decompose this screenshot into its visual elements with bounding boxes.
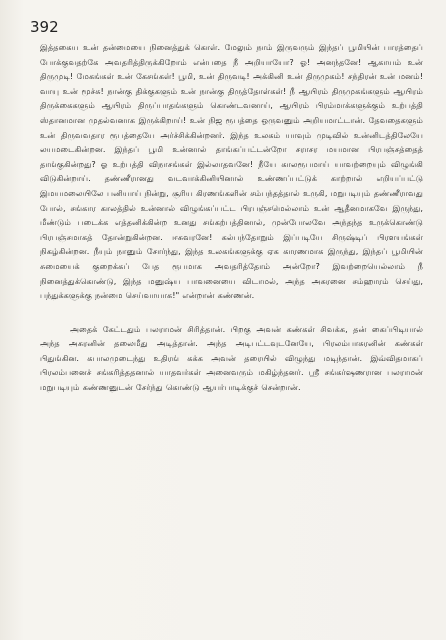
body-text [40, 40, 423, 395]
paragraph-1: இத்தகைய உன் தன்மையை நினைத்துக் கொள். மேலும் நாம் இருவரும் இந்தப் பூமியின் பாரத்தைப் போக்குவதற்கே அவதரித்திருக்கிறோம் என்பதை நீ அறியாயோ? ஓ! அனந்தனே! ஆகாயம் உன் திருமுடி! மேகங்கள் உன் கேசங்கள்! பூமி, உன் திருவடி! அக்கினி உன் திருமுகம்! சந்திரன் உன் மனம்! வாயு உன் மூச்சு! நான்கு திக்குகளும் உன் நான்கு திருத்தோள்கள்! நீ ஆயிரம் திருமுகங்களும் ஆயிரம் திருக்கைகளும் ஆயிரம் திருப்பாதங்களும் கொண்டவனாய், ஆயிரம் பிரம்மாக்களுக்கும் உற்பத்தி ஸ்தானமான முதல்வனாக இருக்கிறாய்! உன் நிஜ ரூபத்தை ஒருவனும் அறியமாட்டான். தேவதைகளும் உன் திருவவதார ரூபத்தையே அர்ச்சிக்கின்றனர். இந்த உலகம் யாவும் முடிவில் உன்னிடத்திலேயே லயமடைகின்றன. இந்தப் பூமி உன்னால் தாங்கப்பட்டன்றோ சராசர மயமான பிரபஞ்சத்தைத் தாங்குகின்றது? ஓ உற்பத்தி விநாசங்கள் இல்லாதவனே! நீயே காலரூபமாய் யாவற்றையும் விழுங்கி விடுகின்றாய். தண்ணீரானது வடவாக்கினியினால் உண்ணப்பட்டுக் காற்றால் எறியப்பட்டு இமயமலையிலே பனியாய் நின்று, சூரிய கிரணங்களின் சம்பந்தத்தால் உருகி, மறுபடியும் தண்ணீராவது போல், சங்கார காலத்தில் உன்னால் விழுங்கப்பட்ட பிரபஞ்சமெல்லாம் உன் ஆதீனமாகவே இருந்து, மீண்டும் படைக்க எத்தனிக்கின்ற உனது சங்கற்பத்தினால், முன்போலவே அந்தந்த உருக்கொண்டு பிரபஞ்சமாகத் தோன்றுகின்றன. ஈசுவரனே! கல்பந்தோறும் இப்படியே சிருஷ்டிப் பிரளயங்கள் நிகழ்கின்றன. நீயும் நானும் சோர்ந்து, இந்த உலகங்களுக்கு ஏக காரணமாக இருந்து, இந்தப் பூமியின் சுமையைக் குறைக்கப் பேத ரூபமாக அவதரித்தோம் அன்றோ? இவற்றையெல்லாம் நீ நினைத்துக்கொண்டு, இந்த மனுஷ்ய பாவனையை விடாமல், அந்த அசுரனை சம்ஹாரம் செய்து, பந்துக்களுக்கு நன்மை செய்வாயாக!" என்றான் கண்ணன். [40, 42, 423, 301]
paragraph-2: அதைக் கேட்டதும் பலராமன் சிரித்தான். பிறகு அவன் கண்கள் சிவக்க, தன் கைப்பிடியால் அந்த அசுரனின் தலைமீது அடித்தான். அந்த அடிபட்டவுடனேயே, பிரலம்பாசுரனின் கண்கள் பிதுங்கின. கபாலமுடைந்து உதிரங் கக்க அவன் தரையில் விழுந்து மடிந்தான். இவ்விதமாகப் பிரலம்பனைச் சங்கரித்ததனால் யாதவர்கள் அனைவரும் மகிழ்ந்தனர். ஸ்ரீ சங்கர்ஷணரான பலராமன் மறுபடியும் கண்ணனுடன் சேர்ந்து கொண்டு ஆயர்பாடிக்குச் சென்றான். [40, 323, 423, 393]
paragraph-gap [40, 303, 423, 322]
page-number: 392 [30, 18, 59, 36]
